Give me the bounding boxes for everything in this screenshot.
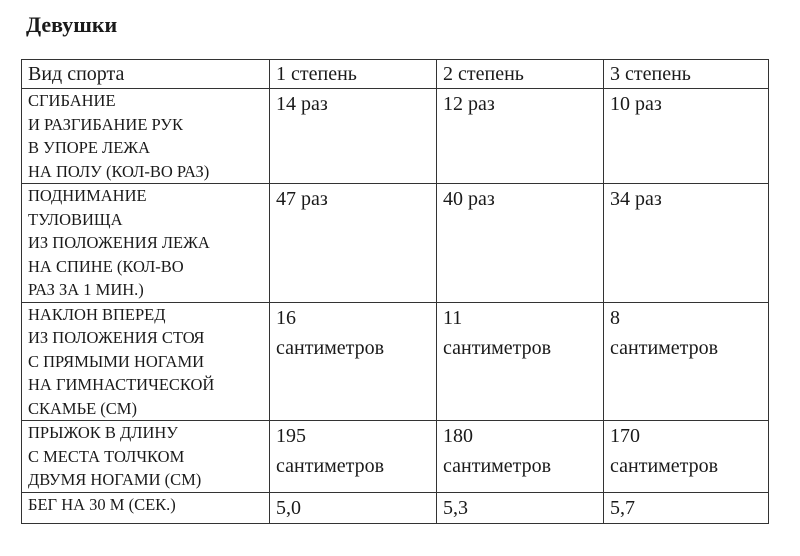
level-3-cell: 10 раз xyxy=(604,89,769,184)
level-3-cell: 5,7 xyxy=(604,492,769,523)
level-2-cell: 5,3 xyxy=(437,492,604,523)
sport-name-cell: ПРЫЖОК В ДЛИНУ С МЕСТА ТОЛЧКОМ ДВУМЯ НОГАМИ (СМ) xyxy=(22,421,270,493)
column-header-level-3: 3 степень xyxy=(604,60,769,89)
level-1-cell: 5,0 xyxy=(270,492,437,523)
level-1-cell: 195 сантиметров xyxy=(270,421,437,493)
table-row xyxy=(22,89,769,184)
level-2-cell: 12 раз xyxy=(437,89,604,184)
column-header-level-2: 2 степень xyxy=(437,60,604,89)
table-header-row xyxy=(22,60,769,89)
table-row xyxy=(22,302,769,421)
sport-name-cell: БЕГ НА 30 М (СЕК.) xyxy=(22,492,270,523)
column-header-sport: Вид спорта xyxy=(22,60,270,89)
sport-name-cell: СГИБАНИЕ И РАЗГИБАНИЕ РУК В УПОРЕ ЛЕЖА НА ПОЛУ (КОЛ-ВО РАЗ) xyxy=(22,89,270,184)
level-3-cell: 8 сантиметров xyxy=(604,302,769,421)
column-header-level-1: 1 степень xyxy=(270,60,437,89)
table-row xyxy=(22,184,769,303)
level-1-cell: 14 раз xyxy=(270,89,437,184)
level-2-cell: 40 раз xyxy=(437,184,604,303)
page-title: Девушки xyxy=(26,12,118,37)
sport-name-cell: ПОДНИМАНИЕ ТУЛОВИЩА ИЗ ПОЛОЖЕНИЯ ЛЕЖА НА СПИНЕ (КОЛ-ВО РАЗ ЗА 1 МИН.) xyxy=(22,184,270,303)
level-2-cell: 11 сантиметров xyxy=(437,302,604,421)
level-2-cell: 180 сантиметров xyxy=(437,421,604,493)
norms-table xyxy=(21,59,769,524)
table-row xyxy=(22,492,769,523)
level-3-cell: 34 раз xyxy=(604,184,769,303)
sport-name-cell: НАКЛОН ВПЕРЕД ИЗ ПОЛОЖЕНИЯ СТОЯ С ПРЯМЫМИ НОГАМИ НА ГИМНАСТИЧЕСКОЙ СКАМЬЕ (СМ) xyxy=(22,302,270,421)
table-row xyxy=(22,421,769,493)
level-1-cell: 16 сантиметров xyxy=(270,302,437,421)
level-1-cell: 47 раз xyxy=(270,184,437,303)
level-3-cell: 170 сантиметров xyxy=(604,421,769,493)
